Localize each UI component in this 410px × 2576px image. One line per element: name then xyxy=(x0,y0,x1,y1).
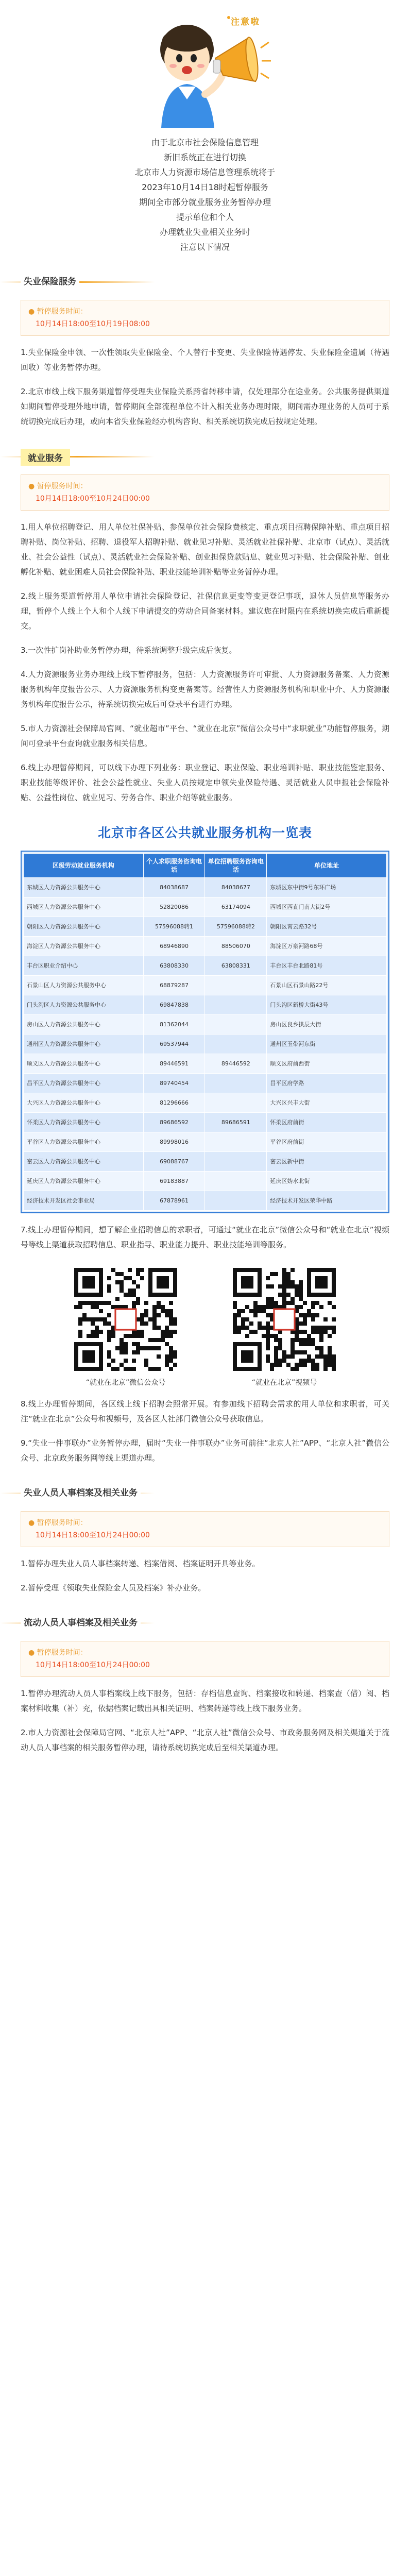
time-value: 10月14日18:00至10月24日00:00 xyxy=(36,1531,150,1539)
table-cell xyxy=(205,995,267,1015)
table-cell: 延庆区妫水北街 xyxy=(267,1172,387,1191)
qr-code-row xyxy=(46,1268,364,1387)
table-cell xyxy=(205,1132,267,1152)
table-cell: 东城区东中街9号东环广场 xyxy=(267,878,387,897)
bullet-icon: ● xyxy=(28,1649,37,1657)
section-header xyxy=(0,267,410,298)
table-cell: 昌平区人力资源公共服务中心 xyxy=(24,1074,144,1093)
table-row xyxy=(24,1132,387,1152)
floating-archive-section xyxy=(0,1608,410,1755)
table-cell: 经济技术开发区社会事业局 xyxy=(24,1191,144,1211)
table-row xyxy=(24,1172,387,1191)
table-cell: 69183887 xyxy=(143,1172,205,1191)
intro-line: 北京市人力资源市场信息管理系统将于 xyxy=(134,167,275,177)
table-row xyxy=(24,995,387,1015)
table-cell: 67878961 xyxy=(143,1191,205,1211)
bullet-icon: ● xyxy=(28,1519,37,1527)
suspension-time-box xyxy=(21,300,389,336)
table-cell: 怀柔区府前街 xyxy=(267,1113,387,1132)
intro-line: 由于北京市社会保险信息管理 xyxy=(151,138,259,147)
table-row xyxy=(24,976,387,995)
time-label: ● 暂停服务时间： xyxy=(28,482,88,490)
paragraph: 9.“失业一件事联办”业务暂停办理，届时“失业一件事联办”业务可前往“北京人社”APP、“北京人社”微信公众号、北京政务服务网等线上渠道办理。 xyxy=(21,1438,389,1463)
table-cell xyxy=(205,1093,267,1113)
table-cell: 密云区人力资源公共服务中心 xyxy=(24,1152,144,1172)
table-cell: 89686591 xyxy=(205,1113,267,1132)
table-row xyxy=(24,1074,387,1093)
table-cell: 88506070 xyxy=(205,937,267,956)
table-cell: 怀柔区人力资源公共服务中心 xyxy=(24,1113,144,1132)
paragraph: 3.一次性扩岗补助业务暂停办理，待系统调整升级完成后恢复。 xyxy=(21,646,237,655)
table-cell: 通州区玉带河东街 xyxy=(267,1035,387,1054)
intro-line: 注意以下情况 xyxy=(180,242,230,252)
qr-code-icon[interactable] xyxy=(233,1268,336,1371)
table-cell: 57596088转1 xyxy=(143,917,205,937)
table-cell: 朝阳区霄云路32号 xyxy=(267,917,387,937)
table-cell: 大兴区兴丰大街 xyxy=(267,1093,387,1113)
table-cell xyxy=(205,1035,267,1054)
table-row xyxy=(24,1035,387,1054)
paragraph: 5.市人力资源社会保障局官网、“就业超市”平台、“就业在北京”微信公众号中“求职就业”功能暂停服务，期间可登录平台查询就业服务相关信息。 xyxy=(21,724,389,748)
time-value: 10月14日18:00至10月24日00:00 xyxy=(36,495,150,503)
table-row xyxy=(24,937,387,956)
table-row xyxy=(24,1113,387,1132)
table-cell: 89446592 xyxy=(205,1054,267,1074)
table-cell: 石景山区人力资源公共服务中心 xyxy=(24,976,144,995)
table-cell: 63174094 xyxy=(205,897,267,917)
table-cell: 81362044 xyxy=(143,1015,205,1035)
intro-text xyxy=(0,135,410,255)
table-cell: 69537944 xyxy=(143,1035,205,1054)
table-cell: 房山区人力资源公共服务中心 xyxy=(24,1015,144,1035)
table-cell: 房山区良乡拱辰大街 xyxy=(267,1015,387,1035)
table-cell: 63808331 xyxy=(205,956,267,976)
bullet-icon: ● xyxy=(28,482,37,490)
unemployed-archive-section xyxy=(0,1478,410,1596)
table-cell xyxy=(205,976,267,995)
table-cell: 大兴区人力资源公共服务中心 xyxy=(24,1093,144,1113)
table-cell: 89740454 xyxy=(143,1074,205,1093)
table-cell: 海淀区人力资源公共服务中心 xyxy=(24,937,144,956)
table-cell: 顺义区人力资源公共服务中心 xyxy=(24,1054,144,1074)
table-cell: 89998016 xyxy=(143,1132,205,1152)
section-title: 失业人员人事档案及相关业务 xyxy=(21,1485,141,1498)
table-cell xyxy=(205,1074,267,1093)
table-cell: 89446591 xyxy=(143,1054,205,1074)
table-cell: 东城区人力资源公共服务中心 xyxy=(24,878,144,897)
table-row xyxy=(24,878,387,897)
table-cell: 顺义区府前西街 xyxy=(267,1054,387,1074)
qr-card-wechat xyxy=(66,1268,185,1387)
time-value: 10月14日18:00至10月24日00:00 xyxy=(36,1661,150,1669)
table-cell: 昌平区府学路 xyxy=(267,1074,387,1093)
intro-line: 2023年10月14日18时起暂停服务 xyxy=(142,182,268,192)
table-cell xyxy=(205,1172,267,1191)
paragraph: 1.暂停办理失业人员人事档案转递、档案借阅、档案证明开具等业务。 xyxy=(21,1559,260,1568)
table-cell: 海淀区万泉河路68号 xyxy=(267,937,387,956)
table-cell: 84038677 xyxy=(205,878,267,897)
table-header-row xyxy=(24,854,387,878)
time-label: ● 暂停服务时间： xyxy=(28,1519,88,1527)
intro-line: 提示单位和个人 xyxy=(176,212,234,222)
table-row xyxy=(24,1152,387,1172)
table-row xyxy=(24,917,387,937)
section-header xyxy=(0,1478,410,1509)
suspension-time-box xyxy=(21,1641,389,1677)
table-title: 北京市各区公共就业服务机构一览表 xyxy=(97,825,312,840)
qr-code-icon[interactable] xyxy=(74,1268,177,1371)
section-title: 流动人员人事档案及相关业务 xyxy=(21,1615,141,1628)
table-row xyxy=(24,956,387,976)
table-cell: 丰台区丰台北路81号 xyxy=(267,956,387,976)
paragraph: 2.北京市线上线下服务渠道暂停受理失业保险关系跨省转移申请，仅处理部分在途业务。公共服务提供渠道如期间暂停受理外地申请，暂停期间全部流程单位不计入相关业务办理时限，期间需办理业务的人员可于系统切换完成后办理，或向本省失业保险经办机构咨询、相关系统切换完成后按规定处理。 xyxy=(21,387,389,426)
table-cell: 通州区人力资源公共服务中心 xyxy=(24,1035,144,1054)
column-header: 单位地址 xyxy=(267,854,387,878)
qr-card-video xyxy=(225,1268,344,1387)
table-row xyxy=(24,1093,387,1113)
paragraph: 4.人力资源服务业务办理线上线下暂停服务，包括：人力资源服务许可审批、人力资源服务备案、人力资源服务机构年度报告公示、人力资源服务机构变更备案等。经营性人力资源服务机构和职业中介、人力资源服务机构年度报告公示，待系统切换完成后可登录平台进行办理。 xyxy=(21,670,389,709)
table-cell: 68879287 xyxy=(143,976,205,995)
paragraph: 1.暂停办理流动人员人事档案线上线下服务，包括：存档信息查询、档案接收和转递、档案查（借）阅、档案材料收集（补）充，依据档案记载出具相关证明、档案转递等线上线下服务业务。 xyxy=(21,1689,389,1713)
service-agency-table xyxy=(21,851,389,1213)
section-header xyxy=(0,1608,410,1639)
table-cell: 平谷区府前街 xyxy=(267,1132,387,1152)
column-header: 个人求职服务咨询电话 xyxy=(143,854,205,878)
table-cell: 89686592 xyxy=(143,1113,205,1132)
suspension-time-box xyxy=(21,474,389,511)
paragraph: 1.用人单位招聘登记、用人单位社保补贴、参保单位社会保险费核定、重点项目招聘保障补贴、重点项目招聘补贴、岗位补贴、招聘、退役军人招聘补贴、就业见习补贴、灵活就业社保补贴、北京市（试点）、灵活就业、社会公益性（试点）、灵活就业社会保险补贴、创业担保贷款贴息、就业见习补贴、社会保险补贴、创业孵化补贴、就业困难人员社会保险补贴、职业技能培训补贴等业务暂停办理。 xyxy=(21,522,389,577)
table-cell: 西城区人力资源公共服务中心 xyxy=(24,897,144,917)
column-header: 单位招聘服务咨询电话 xyxy=(205,854,267,878)
hero-section xyxy=(0,0,410,255)
section-title: 就业服务 xyxy=(21,449,70,466)
paragraph: 1.失业保险金申领、一次性领取失业保险金、个人替行卡变更、失业保险待遇停发、失业保险金遗属（待遇回收）等业务暂停办理。 xyxy=(21,348,389,372)
time-label: ● 暂停服务时间： xyxy=(28,1649,88,1657)
intro-line: 期间全市部分就业服务业务暂停办理 xyxy=(139,197,271,207)
paragraph: 6.线上办理暂停期间，可以线下办理下列业务：职业登记、职业保险、职业培训补贴、职业技能鉴定服务、职业技能等级评价、社会公益性就业、失业人员按规定申领失业保险待遇、灵活就业人员申报社会保险补贴、公益性岗位、就业见习、劳务合作、职业介绍等就业服务。 xyxy=(21,763,389,802)
megaphone-person-illustration xyxy=(138,9,272,128)
section-header xyxy=(0,442,410,472)
notice-badge: 注意啦 xyxy=(231,17,260,27)
table-cell: 密云区新中街 xyxy=(267,1152,387,1172)
table-cell: 经济技术开发区荣华中路 xyxy=(267,1191,387,1211)
table-cell: 63808330 xyxy=(143,956,205,976)
table-body xyxy=(24,878,387,1211)
paragraph: 7.线上办理暂停期间，想了解企业招聘信息的求职者，可通过“就业在北京”微信公众号和“就业在北京”视频号等线上渠道获取招聘信息、职业指导、职业能力提升、职业技能培训等服务。 xyxy=(21,1225,389,1249)
suspension-time-box xyxy=(21,1511,389,1547)
table-cell: 52820086 xyxy=(143,897,205,917)
table-cell xyxy=(205,1152,267,1172)
table-cell: 丰台区职业介绍中心 xyxy=(24,956,144,976)
intro-line: 新旧系统正在进行切换 xyxy=(163,152,246,162)
table-cell: 84038687 xyxy=(143,878,205,897)
column-header: 区级劳动就业服务机构 xyxy=(24,854,144,878)
table-cell xyxy=(205,1191,267,1211)
paragraph: 2.暂停受理《领取失业保险金人员及档案》补办业务。 xyxy=(21,1583,206,1592)
table-cell: 68946890 xyxy=(143,937,205,956)
employment-service-section xyxy=(0,442,410,805)
table-cell: 69088767 xyxy=(143,1152,205,1172)
table-cell: 平谷区人力资源公共服务中心 xyxy=(24,1132,144,1152)
bullet-icon: ● xyxy=(28,308,37,316)
table-cell: 81296666 xyxy=(143,1093,205,1113)
table-cell: 朝阳区人力资源公共服务中心 xyxy=(24,917,144,937)
table-cell: 69847838 xyxy=(143,995,205,1015)
paragraph: 2.线上服务渠道暂停用人单位申请社会保险登记、社保信息更变等变更登记事项，退休人员信息等服务办理，暂停个人线上个人和个人线下申请提交的劳动合同备案材料。建议您在时限内在系统切换完成后重新提交。 xyxy=(21,591,389,631)
table-cell: 门头沟区新桥大街43号 xyxy=(267,995,387,1015)
table-cell xyxy=(205,1015,267,1035)
table-row xyxy=(24,897,387,917)
unemployment-insurance-section xyxy=(0,267,410,429)
paragraph: 2.市人力资源社会保障局官网、“北京人社”APP、“北京人社”微信公众号、市政务服务网及相关渠道关于流动人员人事档案的相关服务暂停办理，请待系统切换完成后至相关渠道办理。 xyxy=(21,1728,389,1752)
table-row xyxy=(24,1191,387,1211)
table-cell: 门头沟区人力资源公共服务中心 xyxy=(24,995,144,1015)
table-cell: 57596088转2 xyxy=(205,917,267,937)
qr-caption: “就业在北京”微信公众号 xyxy=(86,1379,166,1387)
table-row xyxy=(24,1015,387,1035)
time-value: 10月14日18:00至10月19日08:00 xyxy=(36,320,150,328)
section-title: 失业保险服务 xyxy=(21,274,79,287)
qr-caption: “就业在北京”视频号 xyxy=(251,1379,317,1387)
table-cell: 延庆区人力资源公共服务中心 xyxy=(24,1172,144,1191)
table-row xyxy=(24,1054,387,1074)
bottom-spacer xyxy=(0,1755,410,1786)
intro-line: 办理就业失业相关业务时 xyxy=(159,227,250,237)
paragraph: 8.线上办理暂停期间，各区线上线下招聘会照常开展。有参加线下招聘会需求的用人单位和求职者，可关注“就业在北京”公众号和视频号，及各区人社部门微信公众号获取信息。 xyxy=(21,1399,389,1423)
time-label: ● 暂停服务时间： xyxy=(28,308,88,316)
table-cell: 西城区西直门南大街2号 xyxy=(267,897,387,917)
table-cell: 石景山区石景山路22号 xyxy=(267,976,387,995)
